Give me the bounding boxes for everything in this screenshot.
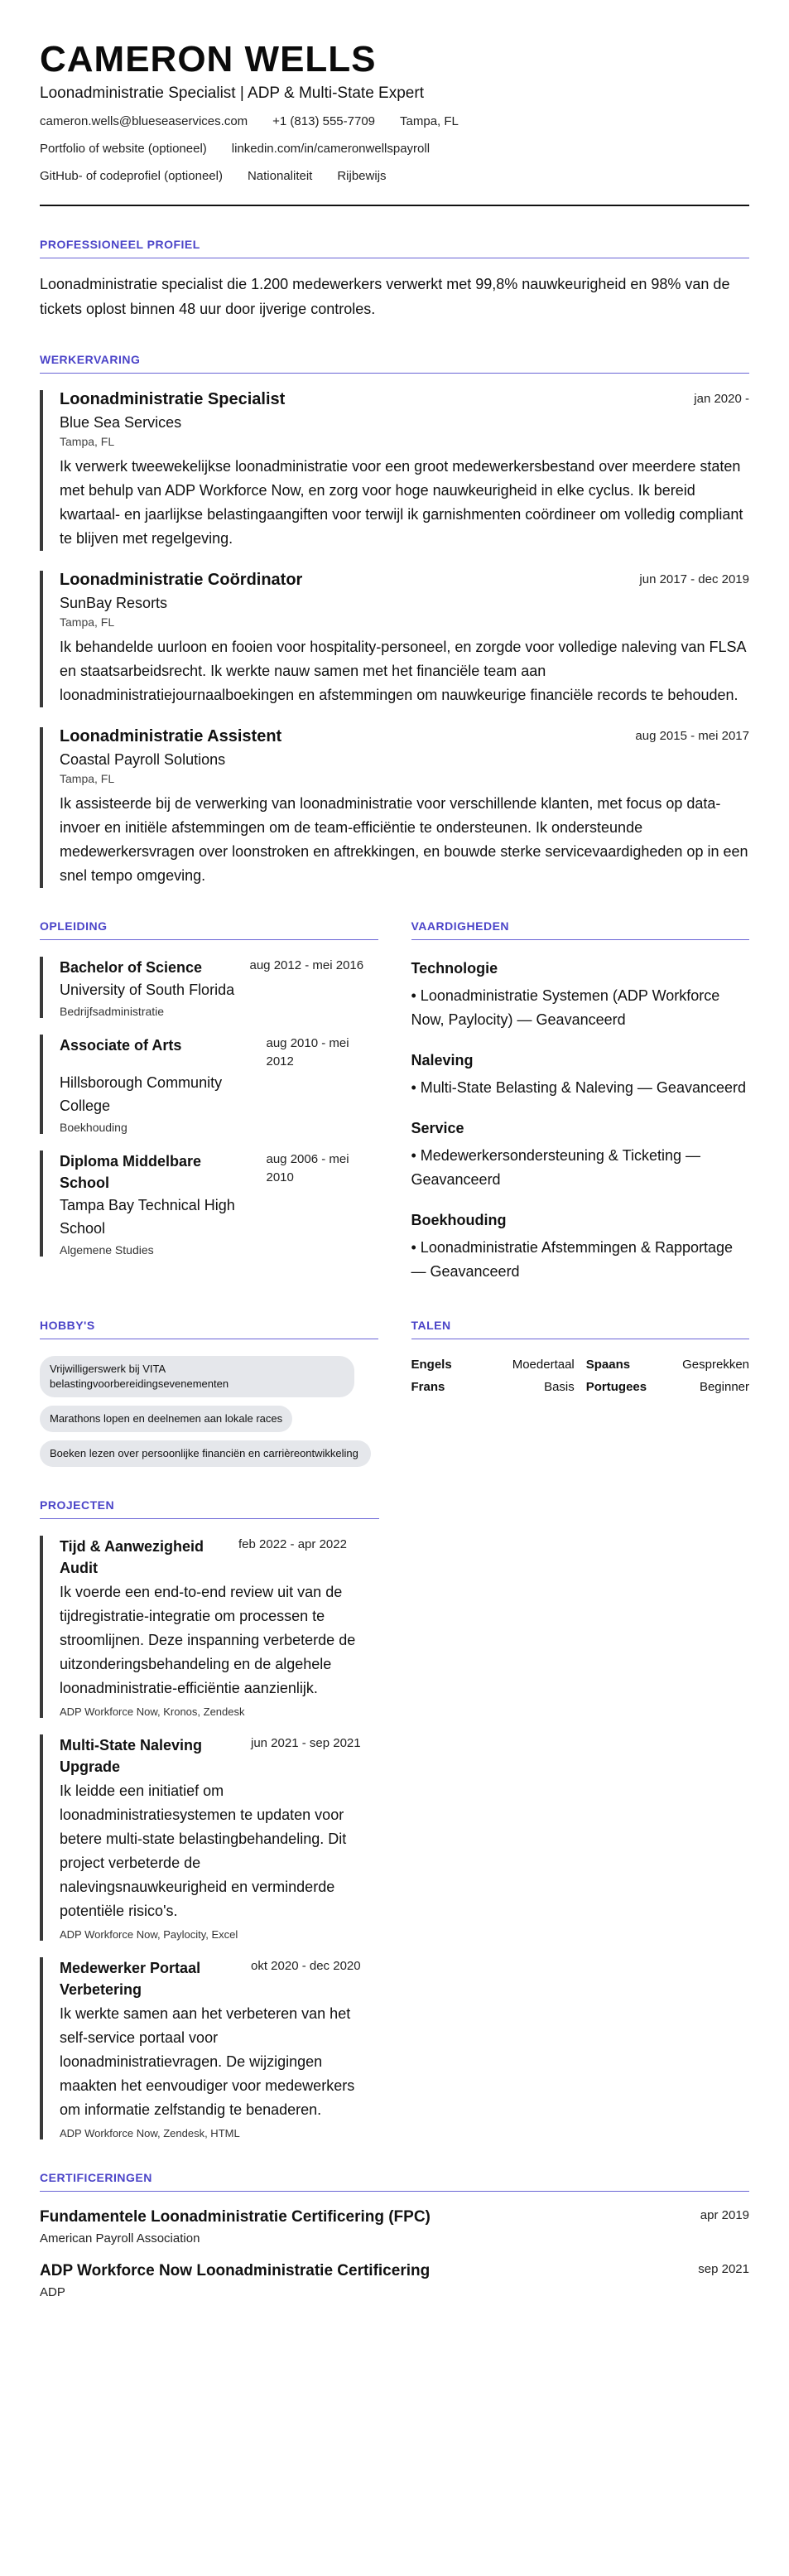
certification-entry	[40, 2262, 749, 2299]
education-skills-row	[40, 888, 749, 1284]
education-date: aug 2010 - mei 2012	[266, 1036, 349, 1069]
skill-item: • Medewerkersondersteuning & Ticketing — Geavanceerd	[411, 1147, 700, 1188]
skill-item: • Multi-State Belasting & Naleving — Geavanceerd	[411, 1079, 746, 1096]
language-name: Portugees	[585, 1380, 647, 1394]
certification-name: ADP Workforce Now Loonadministratie Certificering	[40, 2262, 431, 2279]
language-item	[411, 1380, 575, 1394]
education-entry	[40, 1035, 378, 1134]
section-title-skills: VAARDIGHEDEN	[411, 919, 750, 940]
experience-entry	[40, 390, 749, 551]
section-title-certifications: CERTIFICERINGEN	[40, 2171, 749, 2192]
language-item	[411, 1358, 575, 1372]
job-date: jun 2017 - dec 2019	[639, 572, 749, 586]
skill-category: Boekhouding	[411, 1212, 507, 1228]
education-section	[40, 888, 378, 1284]
language-level: Moedertaal	[512, 1358, 575, 1372]
experience-entry	[40, 571, 749, 707]
project-tech: ADP Workforce Now, Zendesk, HTML	[60, 2127, 240, 2139]
job-company: Coastal Payroll Solutions	[60, 751, 226, 768]
language-name: Frans	[411, 1380, 445, 1394]
contact-row-1	[40, 114, 749, 128]
job-title: Loonadministratie Specialist	[60, 390, 286, 408]
projects-section	[40, 1498, 749, 2139]
job-location: Tampa, FL	[60, 435, 115, 448]
job-description: Ik assisteerde bij de verwerking van loonadministratie voor verschillende klanten, met focus op data-invoer en initiële afstemmingen om de team-efficiëntie te ondersteunen. Ik ondersteunde medewerkersvragen over loonstroken en aftrekkingen, en bouwde sterke servicevaardigheden op in een snel tempo omgeving.	[60, 795, 748, 884]
certification-org: American Payroll Association	[40, 2231, 200, 2246]
hobbies-languages-row	[40, 1287, 749, 1467]
section-title-profile: PROFESSIONEEL PROFIEL	[40, 238, 749, 258]
candidate-subtitle: Loonadministratie Specialist | ADP & Multi-State Expert	[40, 84, 424, 102]
language-item	[586, 1358, 749, 1372]
resume-header	[40, 36, 749, 206]
project-date: okt 2020 - dec 2020	[251, 1959, 361, 1973]
project-name: Tijd & Aanwezigheid Audit	[60, 1538, 204, 1576]
education-school: Hillsborough Community College	[60, 1074, 223, 1114]
hobby-tag: Marathons lopen en deelnemen aan lokale races	[40, 1406, 292, 1432]
hobby-list	[40, 1348, 378, 1467]
project-entry	[40, 1734, 363, 1941]
education-school: Tampa Bay Technical High School	[60, 1197, 235, 1237]
contact-portfolio[interactable]: Portfolio of website (optioneel)	[40, 142, 207, 156]
language-name: Engels	[411, 1358, 452, 1372]
project-entry	[40, 1957, 363, 2139]
education-degree: Bachelor of Science	[60, 959, 203, 976]
contact-github[interactable]: GitHub- of codeprofiel (optioneel)	[40, 169, 223, 183]
certification-date: apr 2019	[700, 2208, 749, 2222]
education-entry	[40, 1151, 378, 1257]
candidate-name: CAMERON WELLS	[40, 39, 377, 80]
contact-email[interactable]: cameron.wells@blueseaservices.com	[40, 114, 248, 128]
education-date: aug 2006 - mei 2010	[266, 1152, 349, 1184]
experience-section	[40, 353, 749, 888]
section-title-projects: PROJECTEN	[40, 1498, 379, 1519]
certification-name: Fundamentele Loonadministratie Certificering (FPC)	[40, 2208, 431, 2226]
language-name: Spaans	[585, 1358, 631, 1372]
section-title-languages: TALEN	[411, 1319, 750, 1339]
language-item	[586, 1380, 749, 1394]
project-description: Ik werkte samen aan het verbeteren van het self-service portaal voor loonadministratievragen. De wijzigingen maakten het eenvoudiger voor medewerkers om informatie zelfstandig te benaderen.	[60, 2005, 355, 2118]
project-entry	[40, 1536, 363, 1718]
education-degree: Associate of Arts	[60, 1037, 182, 1054]
hobbies-section	[40, 1287, 378, 1467]
project-tech: ADP Workforce Now, Paylocity, Excel	[60, 1928, 238, 1941]
education-field: Boekhouding	[60, 1121, 127, 1134]
job-date: aug 2015 - mei 2017	[635, 729, 749, 743]
contact-nationality: Nationaliteit	[247, 169, 313, 183]
project-name: Multi-State Naleving Upgrade	[60, 1737, 203, 1775]
section-title-experience: WERKERVARING	[40, 353, 749, 374]
contact-linkedin[interactable]: linkedin.com/in/cameronwellspayroll	[231, 142, 431, 156]
project-description: Ik leidde een initiatief om loonadministratiesystemen te updaten voor betere multi-state belastingbehandeling. Dit project verbeterde de nalevingsnauwkeurigheid en verminderde potentiële risico's.	[60, 1782, 347, 1919]
profile-section	[40, 238, 749, 321]
project-description: Ik voerde een end-to-end review uit van de tijdregistratie-integratie om processen te stroomlijnen. Deze inspanning verbeterde de uitzonderingsbehandeling en de algehele loonadministratie-efficiëntie aanzienlijk.	[60, 1584, 356, 1696]
experience-entry	[40, 727, 749, 888]
hobby-tag: Vrijwilligerswerk bij VITA belastingvoorbereidingsevenementen	[40, 1356, 354, 1397]
job-description: Ik behandelde uurloon en fooien voor hospitality-personeel, en zorgde voor volledige naleving van FLSA en staatsarbeidsrecht. Ik werkte nauw samen met het financiële team aan loonadministratiejournaalboekingen en afstemmingen om nauwkeurige financiële records te behouden.	[60, 639, 746, 703]
certification-date: sep 2021	[698, 2262, 749, 2276]
header-divider	[40, 205, 749, 206]
hobby-tag: Boeken lezen over persoonlijke financiën en carrièreontwikkeling	[40, 1440, 371, 1467]
contact-location: Tampa, FL	[400, 114, 459, 128]
language-grid	[411, 1358, 750, 1394]
project-date: jun 2021 - sep 2021	[251, 1736, 361, 1750]
certification-entry	[40, 2208, 749, 2246]
project-date: feb 2022 - apr 2022	[238, 1537, 347, 1551]
job-description: Ik verwerk tweewekelijkse loonadministratie voor een groot medewerkersbestand over meerdere staten met behulp van ADP Workforce Now, en zorg voor hoge nauwkeurigheid in elke cyclus. Ik bereid kwartaal- en jaarlijkse belastingaangiften voor terwijl ik garnishmenten coördineer om volledig compliant te blijven met regelgeving.	[60, 458, 743, 547]
certifications-section	[40, 2171, 749, 2299]
job-title: Loonadministratie Assistent	[60, 727, 282, 745]
job-date: jan 2020 -	[694, 392, 749, 406]
job-title: Loonadministratie Coördinator	[60, 571, 303, 589]
section-title-hobbies: HOBBY'S	[40, 1319, 378, 1339]
education-degree: Diploma Middelbare School	[60, 1153, 202, 1191]
education-field: Algemene Studies	[60, 1243, 154, 1257]
education-entry	[40, 957, 378, 1018]
contact-phone[interactable]: +1 (813) 555-7709	[272, 114, 376, 128]
language-level: Gesprekken	[682, 1358, 749, 1372]
education-school: University of South Florida	[60, 982, 235, 998]
skill-category: Service	[411, 1120, 464, 1136]
contact-row-3	[40, 169, 749, 183]
project-name: Medewerker Portaal Verbetering	[60, 1960, 201, 1998]
job-location: Tampa, FL	[60, 772, 115, 785]
education-field: Bedrijfsadministratie	[60, 1005, 165, 1018]
section-title-education: OPLEIDING	[40, 919, 378, 940]
language-level: Basis	[544, 1380, 575, 1394]
skill-category: Naleving	[411, 1052, 474, 1069]
job-company: Blue Sea Services	[60, 414, 182, 431]
languages-section	[411, 1287, 750, 1467]
certification-org: ADP	[40, 2285, 65, 2299]
skill-category: Technologie	[411, 960, 498, 977]
education-date: aug 2012 - mei 2016	[249, 958, 364, 972]
skill-item: • Loonadministratie Systemen (ADP Workforce Now, Paylocity) — Geavanceerd	[411, 987, 720, 1028]
language-level: Beginner	[699, 1380, 749, 1394]
skills-section	[411, 888, 750, 1284]
contact-license: Rijbewijs	[337, 169, 387, 183]
contact-row-2	[40, 142, 749, 156]
job-company: SunBay Resorts	[60, 595, 168, 611]
profile-summary: Loonadministratie specialist die 1.200 medewerkers verwerkt met 99,8% nauwkeurigheid en 98% van de tickets oplost binnen 48 uur door ijverige controles.	[40, 276, 730, 317]
job-location: Tampa, FL	[60, 615, 115, 629]
project-tech: ADP Workforce Now, Kronos, Zendesk	[60, 1705, 245, 1718]
skill-item: • Loonadministratie Afstemmingen & Rapportage — Geavanceerd	[411, 1239, 734, 1280]
